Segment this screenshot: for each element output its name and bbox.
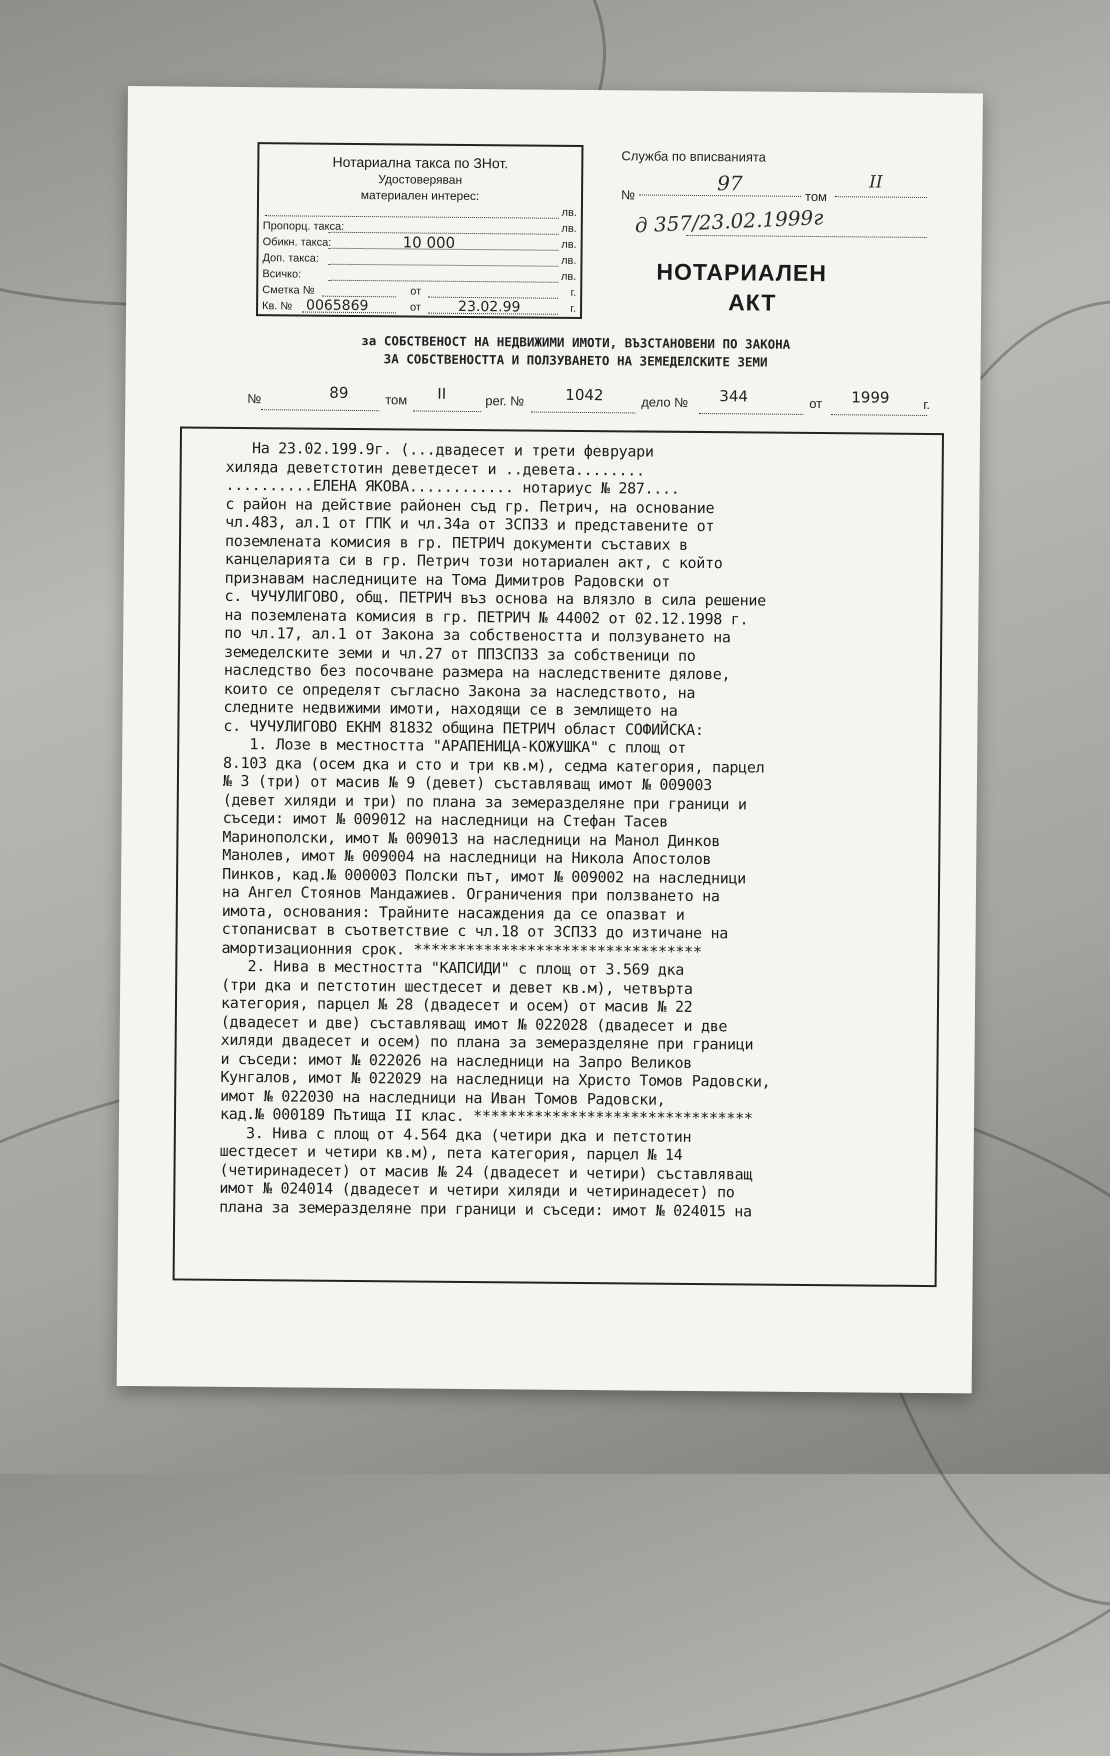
body-line: земеделските земи и чл.27 от ППЗСПЗЗ за собственици по [223, 642, 696, 665]
ordinary-fee-value: 10 000 [402, 233, 456, 252]
stamp-row-additional-fee: Доп. такса: лв. [262, 252, 577, 267]
act-subtitle-line1: за СОБСТВЕНОСТ НА НЕДВИЖИМИ ИМОТИ, ВЪЗСТАНОВЕНИ ПО ЗАКОНА [361, 333, 791, 352]
body-line: плана за земеразделяне при граници и съседи: имот № 024015 на [219, 1197, 752, 1220]
body-line: хиляди двадесет и осем) по плана за земеразделяне при граници [220, 1030, 754, 1054]
reg-tom-label: том [385, 392, 408, 408]
body-line: кад.№ 000189 Пътища II клас. ******************************** [219, 1104, 753, 1128]
reg-no-value: 89 [329, 383, 349, 402]
stamp-row-ordinary-fee: Обикн. такса: 10 000 лв. [262, 233, 577, 252]
act-body-box [173, 426, 944, 1287]
body-line: съседи: имот № 009012 на наследници на Стефан Тасев [222, 808, 668, 831]
body-line: имот № 024014 (двадесет и четири хиляди и четиринадесет) по [219, 1178, 735, 1202]
stamp-title: Нотариална такса по ЗНот. [332, 153, 509, 172]
stamp-row-total: Всичко: лв. [262, 268, 577, 283]
body-line: с. ЧУЧУЛИГОВО ЕКНМ 81832 община ПЕТРИЧ област СОФИЙСКА: [223, 716, 704, 739]
reg-tom-value: II [437, 384, 447, 403]
body-line: 8.103 дка (осем дка и сто и три кв.м), седма категория, парцел [223, 753, 765, 777]
reg-year-suffix: г. [923, 396, 931, 413]
reg-register-value: 1042 [565, 385, 604, 405]
service-no-label: № [621, 187, 636, 203]
body-line: канцеларията си в гр. Петрич този нотариален акт, с който [224, 549, 723, 573]
body-line: (три дка и петстотин шестдесет и девет кв.м), четвърта [221, 975, 693, 998]
act-title-line1: НОТАРИАЛЕН [656, 258, 828, 287]
body-line: на Ангел Стоянов Мандажиев. Ограничения при ползването на [221, 882, 720, 906]
body-line: стопанисват в съответствие с чл.18 от ЗСПЗЗ до изтичане на [221, 919, 729, 943]
body-line: наследство без посочване размера на наследствените дялове, [223, 660, 731, 684]
registry-service-label: Служба по вписванията [621, 148, 767, 165]
body-line: следните недвижими имоти, находящи се в землището на [223, 697, 678, 720]
reg-year-value: 1999 [851, 388, 890, 407]
body-line: ..........ЕЛЕНА ЯКОВА............ нотариус № 287.... [225, 475, 680, 498]
reg-register-label: рег. № [485, 393, 525, 409]
reg-case-value: 344 [719, 387, 749, 406]
body-line: амортизационния срок. ********************************* [221, 938, 702, 961]
registry-line [247, 383, 937, 421]
body-line: 3. Нива с площ от 4.564 дка (четири дка и петстотин [219, 1123, 692, 1146]
stamp-row-account: Сметка № от г. [262, 284, 577, 299]
receipt-date: 23.02.99 [458, 298, 521, 316]
body-line: на поземлената комисия в гр. ПЕТРИЧ № 44002 от 02.12.1998 г. [224, 605, 749, 628]
body-line: с район на действие районен съд гр. Петрич, на основание [225, 494, 715, 517]
body-line: поземлената комисия в гр. ПЕТРИЧ документи съставих в [224, 531, 688, 554]
stamp-certified: Удостоверяван [378, 172, 463, 187]
reg-no-label: № [247, 391, 262, 407]
body-line: (четиринадесет) от масив № 24 (двадесет и четири) съставляващ [219, 1160, 753, 1183]
body-line: имот № 022030 на наследници на Иван Томов Радовски, [220, 1086, 666, 1109]
body-line: На 23.02.199.9г. (...двадесет и трети февруари [225, 438, 654, 461]
body-line: 1. Лозе в местността "АРАПЕНИЦА-КОЖУШКА" с площ от [223, 734, 687, 757]
reg-from-label: от [809, 395, 823, 412]
stamp-row-receipt: Кв. № 0065869 от 23.02.99 г. [262, 297, 577, 316]
body-line: признавам наследниците на Тома Димитров Радовски от [224, 568, 671, 591]
body-line: с. ЧУЧУЛИГОВО, общ. ПЕТРИЧ въз основа на влязло в сила решение [224, 586, 766, 610]
body-line: категория, парцел № 28 (двадесет и осем) от масив № 22 [220, 993, 693, 1016]
service-tom-value: II [869, 172, 883, 193]
reg-case-label: дело № [641, 394, 689, 410]
body-line: (двадесет и две) съставляващ имот № 022028 (двадесет и две [220, 1012, 728, 1035]
body-line: 2. Нива в местността "КАПСИДИ" с площ от 3.569 дка [221, 956, 685, 979]
body-line: по чл.17, ал.1 от Закона за собствеността и ползуването на [224, 623, 731, 647]
stamp-row-blank: лв. [263, 204, 577, 221]
stamp-material-interest: материален интерес: [360, 188, 480, 204]
notarial-act-page [117, 86, 983, 1393]
service-tom-label: том [804, 188, 828, 205]
service-handwritten-entry: д 357/23.02.1999г [634, 205, 824, 238]
stamp-row-proportional-fee: Пропорц. такса: лв. [262, 220, 577, 235]
body-line: № 3 (три) от масив № 9 (девет) съставляващ имот № 009003 [222, 771, 712, 795]
body-line: Пинков, кад.№ 000003 Полски път, имот № 009002 на наследници [222, 864, 747, 887]
body-line: хиляда деветстотин деветдесет и ..девета........ [225, 457, 645, 480]
body-line: (девет хиляди и три) по плана за земеразделяне при граници и [222, 790, 747, 813]
service-no-value: 97 [717, 171, 743, 196]
act-subtitle-line2: ЗА СОБСТВЕНОСТТА И ПОЛЗУВАНЕТО НА ЗЕМЕДЕЛСКИТЕ ЗЕМИ [383, 351, 768, 370]
body-line: Кунгалов, имот № 022029 на наследници на Христо Томов Радовски, [220, 1067, 771, 1091]
body-line: чл.483, ал.1 от ГПК и чл.34а от ЗСПЗЗ и представените от [225, 512, 715, 536]
body-line: Манолев, имот № 009004 на наследници на Никола Апостолов [222, 845, 712, 869]
body-line: имота, основания: Трайните насаждения да се опазват и [221, 901, 685, 924]
body-line: Маринополски, имот № 009013 на наследници на Манол Динков [222, 827, 721, 850]
body-line: шестдесет и четири кв.м), пета категория, парцел № 14 [219, 1141, 683, 1164]
notary-fee-stamp [256, 142, 584, 319]
act-title-line2: АКТ [728, 289, 777, 316]
receipt-number: 0065869 [306, 297, 369, 315]
body-line: и съседи: имот № 022026 на наследници на Запро Великов [220, 1049, 693, 1072]
act-body-text [219, 439, 938, 1222]
body-line: които се определят съгласно Закона за наследството, на [223, 679, 696, 702]
